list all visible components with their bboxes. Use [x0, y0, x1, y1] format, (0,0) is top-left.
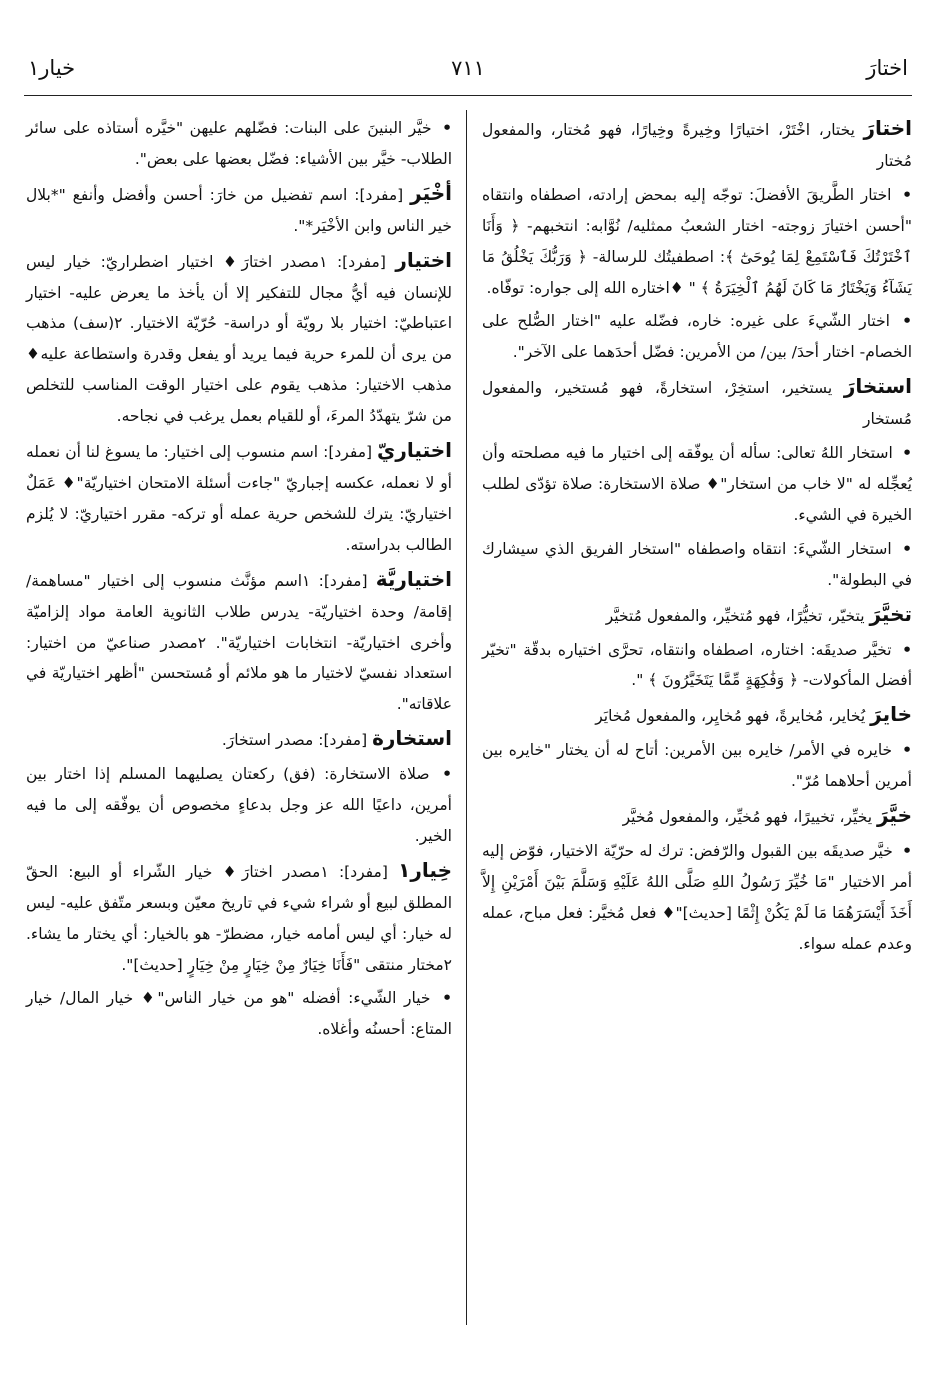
definition-text: اختار الطَّريقَ الأفضلَ: توجّه إليه بمحض إرادته، اصطفاه وانتقاه "أحسن اختيارَ زوجته- اختار الشعبُ ممثليه/ نُوَّابه: انتخبهم- ﴿ وَأَنَا ٱخْتَرْتُكَ فَٱسْتَمِعْ لِمَا يُوحَىٰٓ ﴾: اصطفيتُك للرسالة- ﴿ وَرَبُّكَ يَخْلُقُ مَا يَشَآءُ وَيَخْتَارُ مَا كَانَ لَهُمُ ٱلْخِيَرَةُ ﴾ " ♦اختاره الله إلى جواره: توفّاه.: [482, 185, 912, 297]
page-number: ٧١١: [451, 56, 485, 80]
part-of-speech: [مفرد]:: [354, 185, 411, 204]
part-of-speech: [مفرد]:: [318, 731, 373, 750]
definition-text: صلاة الاستخارة: (فق) ركعتان يصليهما المسلم إذا اختار بين أمرين، داعيًا الله عز وجل بدعاءٍ مخصوص أن يوفّقه إلى ما فيه الخير.: [26, 765, 452, 845]
header-keyword-left: خيار١: [28, 56, 76, 80]
dictionary-entry: [482, 438, 912, 531]
part-of-speech: [مفرد]:: [323, 443, 378, 462]
dictionary-entry: [482, 180, 912, 304]
definition-text: خيَّر صديقَه بين القبول والرّفض: ترك له حرّيّة الاختيار، فوّض إليه أمر الاختيار "مَا خُيِّرَ رَسُولُ اللهِ صَلَّى اللهُ عَلَيْهِ وَسَلَّمَ بَيْنَ أَمْرَيْنِ إِلاَّ أَخَذَ أَيْسَرَهُمَا مَا لَمْ يَكُنْ إِثْمًا [حديث]"♦ فعل مُخيَّر: فعل مباح، عمله وعدم عمله سواء.: [482, 841, 912, 953]
definition-text: استخار اللهُ تعالى: سأله أن يوفّقه إلى اختيار ما فيه مصلحته وأن يُعجِّله له "لا خاب من استخار"♦ صلاة الاستخارة: صلاة تؤدّى لطلب الخيرة في الشيء.: [482, 444, 912, 524]
definition-text: يخيِّر، تخييرًا، فهو مُخيِّر، والمفعول مُخيَّر: [622, 808, 877, 827]
definition-text: اختار الشّيءَ على غيره: خاره، فضّله عليه "اختار الصُّلح على الخصام- اختار أحدَ/ بين/ من الأمرين: فضّل أحدَهما على الآخر".: [482, 312, 912, 362]
bullet-mark: •: [442, 119, 452, 137]
dictionary-entry: [26, 759, 452, 852]
bullet-mark: •: [442, 765, 452, 784]
dictionary-entry: [482, 371, 912, 435]
definition-text: اسم منسوب إلى اختيار: ما يسوغ لنا أن نعمله أو لا نعمله، عكسه إجباريّ "جاءت أسئلة الامتحان اختياريّة"♦ عَمَلٌ اختياريّ: يترك للشخص حرية عمله أو تركه- مقرر اختياريّ: لا يُلزم الطالب بدراسته.: [26, 443, 452, 554]
headword: استخارة: [372, 726, 452, 751]
dictionary-entry: [482, 836, 912, 960]
definition-text: استخار الشّيءَ: انتقاه واصطفاه "استخار الفريق الذي سيشارك في البطولة".: [482, 539, 912, 589]
definition-text: ١اسم مؤنَّث منسوب إلى اختيار "مساهمة/ إقامة/ وحدة اختياريّة- يدرس طلاب الثانوية العامة مواد إلزاميّة وأخرى اختياريّة- انتخابات اختياريّة". ٢مصدر صناعيّ من اختيار: استعداد نفسيّ لاختيار ما هو ملائم أو مُستحسن "أظهر اختياريّة في علاقاته".: [26, 571, 453, 714]
dictionary-entry: [26, 178, 452, 242]
definition-text: يختار، اخْتَرْ، اختيارًا وخِيرةً وخِيارًا، فهو مُختار، والمفعول مُختار: [482, 121, 912, 170]
definition-text: مصدر استخارَ.: [221, 731, 319, 750]
dictionary-entry: [26, 983, 452, 1045]
dictionary-entry: [482, 800, 912, 833]
definition-text: ١مصدر اختارَ♦ اختيار اضطراريّ: خيار ليس للإنسان فيه أيُّ مجال للتفكير إلا أن يأخذ ما يعرض عليه- اختيار اعتباطيّ: اختيار بلا رويّة أو دراسة- حُرّيّة الاختيار. ٢(سف) مذهب من يرى أن للمرء حرية فيما يريد أو يفعل وقدرة واستطاعة عليه♦ مذهب الاختيار: مذهب يقوم على اختيار الوقت المناسب للتخلص من شرّ يتهدّدُ المرءَ، أو للقيام بعمل يرغب في نجاحه.: [26, 252, 453, 426]
definition-text: خيَّر البنينَ على البنات: فضّلهم عليهن "خيَّره أستاذه على سائر الطلاب- خيَّر بين الأشياء: فضّل بعضها على بعض".: [26, 119, 452, 168]
part-of-speech: [مفرد]:: [318, 571, 376, 590]
definition-text: يستخير، استخِرْ، استخارةً، فهو مُستخير، والمفعول مُستخار: [482, 379, 912, 429]
dictionary-entry: [26, 113, 452, 175]
dictionary-entry: [26, 435, 452, 561]
bullet-mark: •: [442, 989, 452, 1008]
page-header: [28, 56, 908, 96]
headword: تخيَّرَ: [869, 601, 912, 626]
definition-text: ١مصدر اختارَ♦ خيار الشّراء أو البيع: الحقّ المطلق لبيع أو شراء شيء في تاريخ معيّن وبسعر متّفق عليه- ليس له خيار: أي ليس أمامه خيار، مضطرّ- هو بالخيار: أي يختار ما يشاء. ٢مختار منتقى "فَأَنَا خِيَارٌ مِنْ خِيَارٍ مِنْ خِيَارٍ [حديث]".: [26, 862, 452, 974]
definition-text: يُخاير، مُخايرةً، فهو مُخايِر، والمفعول مُخايَر: [595, 707, 871, 726]
part-of-speech: [مفرد]:: [336, 252, 396, 271]
definition-text: خايره في الأمر/ خايره بين الأمرين: أتاح له أن يختار "خايره بين أمرين أحلاهما مُرّ".: [482, 741, 912, 791]
definition-text: خيار الشّيء: أفضله "هو من خيار الناس"♦ خيار المال/ خيار المتاع: أحسنُه وأغلاه.: [26, 989, 452, 1039]
headword: خايرَ: [870, 702, 912, 727]
right-column: [482, 113, 912, 963]
dictionary-entry: [482, 635, 912, 697]
headword: استخارَ: [843, 374, 912, 399]
dictionary-entry: [26, 564, 452, 721]
definition-text: تخيَّر صديقَه: اختاره، اصطفاه وانتقاه، تحرَّى اختياره بدقّة "تخيّر أفضل المأكولات- ﴿ وَفَٰكِهَةٍ مِّمَّا يَتَخَيَّرُونَ ﴾ ".: [482, 640, 912, 690]
bullet-mark: •: [902, 444, 912, 463]
dictionary-entry: [482, 534, 912, 596]
bullet-mark: •: [902, 185, 912, 204]
dictionary-entry: [482, 699, 912, 732]
dictionary-entry: [482, 306, 912, 368]
headword: اختيار: [395, 247, 452, 272]
dictionary-entry: [26, 855, 452, 981]
headword: اختياريّ: [377, 438, 452, 463]
left-column: [26, 113, 452, 1048]
column-divider: [466, 110, 467, 1325]
header-keyword-right: اختارَ: [866, 56, 908, 80]
bullet-mark: •: [902, 841, 912, 860]
headword: اختياريَّة: [375, 566, 452, 591]
bullet-mark: •: [902, 741, 912, 760]
bullet-mark: •: [902, 312, 912, 331]
definition-text: اسم تفضيل من خارَ: أحسن وأفضل وأنفع "*بلال خير الناس وابن الأخْيَر*".: [26, 185, 452, 235]
part-of-speech: [مفرد]:: [338, 862, 399, 881]
dictionary-entry: [482, 735, 912, 797]
dictionary-entry: [482, 113, 912, 177]
bullet-mark: •: [902, 640, 912, 659]
dictionary-entry: [26, 245, 452, 432]
definition-text: يتخيّر، تخيُّرًا، فهو مُتخيِّر، والمفعول مُتخيَّر: [605, 606, 870, 625]
headword: خيَّرَ: [876, 803, 912, 828]
bullet-mark: •: [902, 539, 912, 558]
headword: خِيار١: [398, 857, 452, 882]
dictionary-entry: [482, 599, 912, 632]
header-rule: [24, 95, 912, 96]
dictionary-entry: [26, 723, 452, 756]
headword: أخْيَر: [410, 180, 453, 205]
headword: اختارَ: [863, 116, 912, 140]
